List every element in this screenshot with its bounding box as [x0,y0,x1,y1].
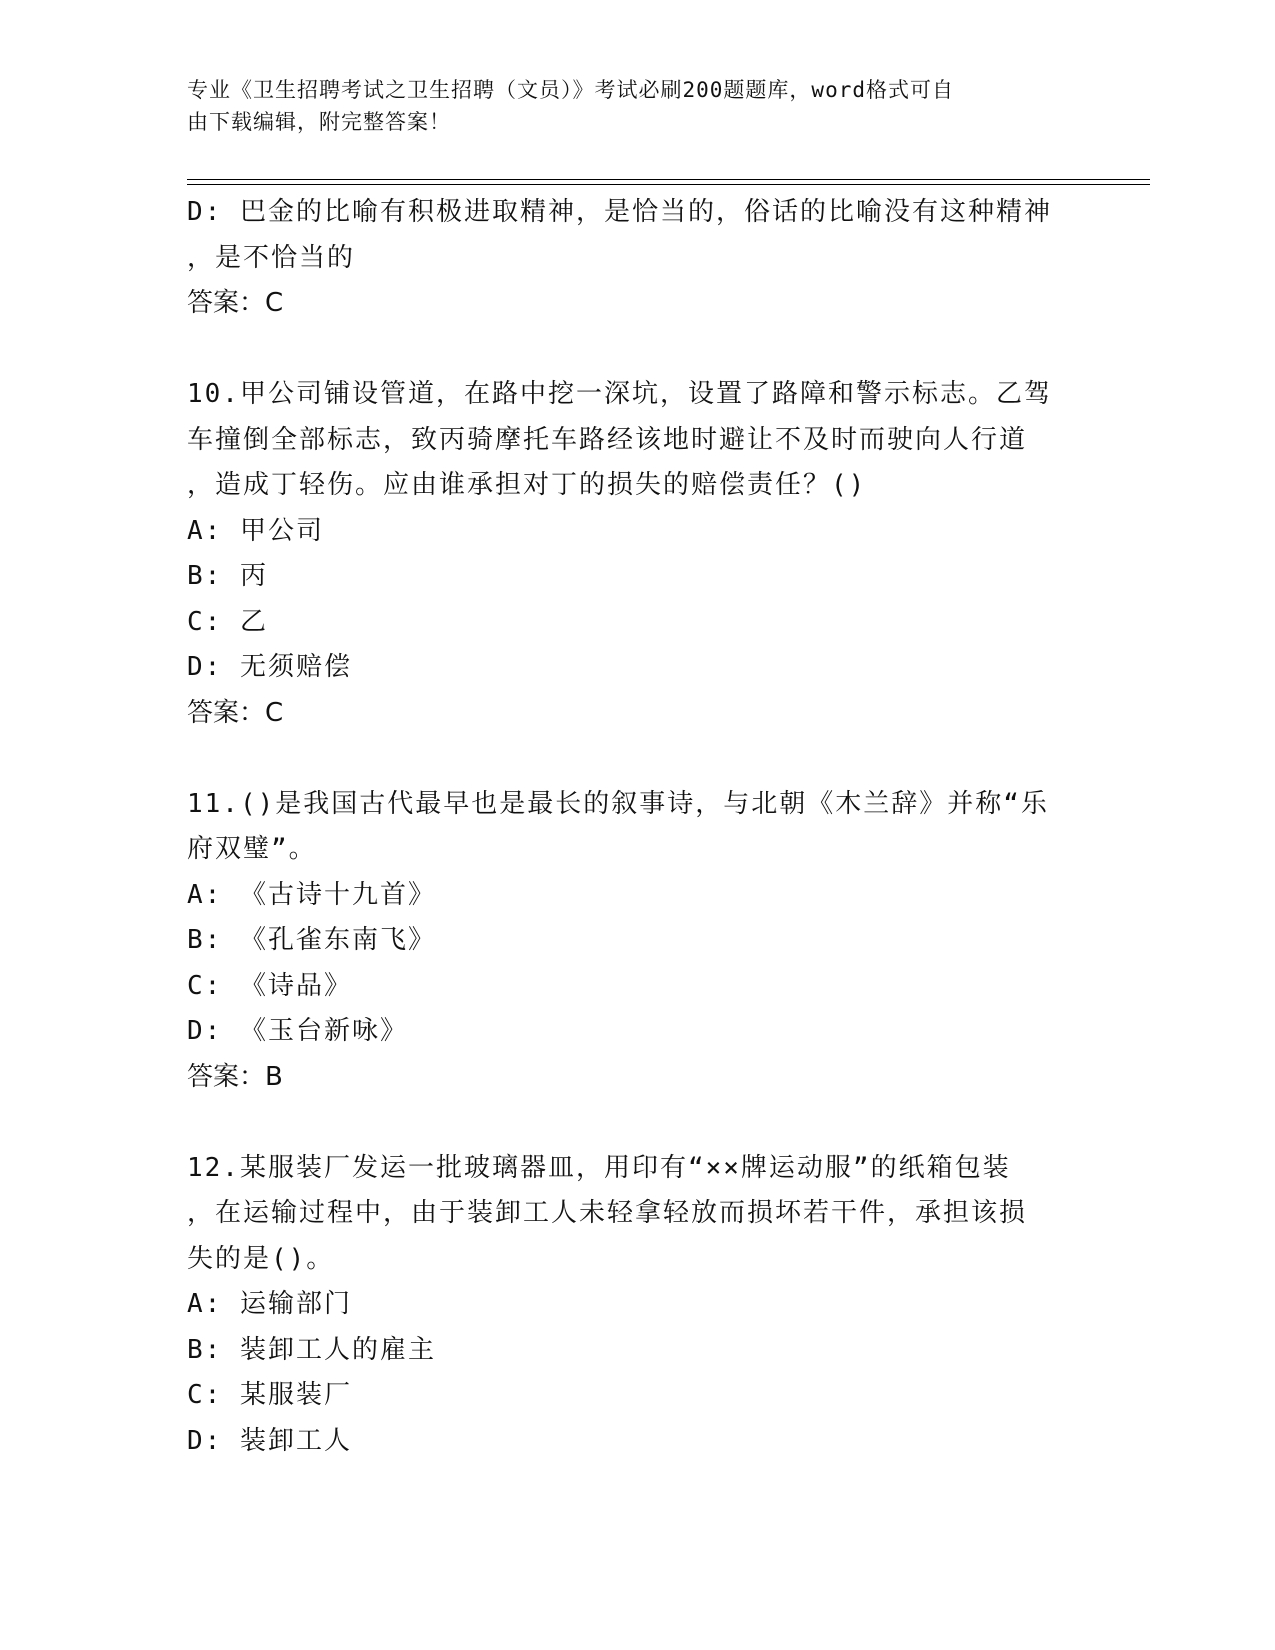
question-text: 12.某服装厂发运一批玻璃器皿，用印有“××牌运动服”的纸箱包装 [187,1152,1011,1183]
question-text: 10.甲公司铺设管道，在路中挖一深坑，设置了路障和警示标志。乙驾 [187,379,1052,409]
option-c: C: 某服装厂 [187,1380,352,1410]
question-text: 车撞倒全部标志，致丙骑摩托车路经该地时避让不及时而驶向人行道 [187,424,1028,455]
question-fragment [187,190,1087,327]
question-12 [187,1146,1087,1465]
option-a: A: 《古诗十九首》 [187,879,436,910]
header-divider [187,179,1150,180]
option-line: ，是不恰当的 [187,242,356,273]
question-11 [187,782,1087,1101]
answer-line: 答案：C [187,288,284,318]
question-10 [187,372,1087,736]
option-d: D: 装卸工人 [187,1425,352,1456]
option-c: C: 《诗品》 [187,970,352,1001]
header-line: 由下载编辑，附完整答案！ [187,110,451,134]
option-c: C: 乙 [187,606,268,637]
option-b: B: 丙 [187,561,268,591]
option-d: D: 《玉台新咏》 [187,1016,408,1046]
header-divider [187,184,1150,185]
answer-line: 答案：B [187,1061,283,1092]
question-text: ，造成丁轻伤。应由谁承担对丁的损失的赔偿责任？() [187,470,867,500]
question-text: ，在运输过程中，由于装卸工人未轻拿轻放而损坏若干件，承担该损 [187,1198,1028,1228]
question-text: 11.()是我国古代最早也是最长的叙事诗，与北朝《木兰辞》并称“乐 [187,788,1049,819]
option-a: A: 甲公司 [187,515,324,546]
option-d: D: 无须赔偿 [187,652,352,682]
question-text: 失的是()。 [187,1243,335,1274]
option-b: B: 《孔雀东南飞》 [187,925,436,955]
document-header [187,74,1067,138]
option-b: B: 装卸工人的雇主 [187,1334,436,1365]
answer-line: 答案：C [187,697,284,728]
option-line: D: 巴金的比喻有积极进取精神，是恰当的，俗话的比喻没有这种精神 [187,197,1052,227]
option-a: A: 运输部门 [187,1289,352,1319]
header-line: 专业《卫生招聘考试之卫生招聘（文员）》考试必刷200题题库，word格式可自 [187,78,954,102]
question-text: 府双璧”。 [187,834,317,864]
document-body [187,190,1087,1464]
